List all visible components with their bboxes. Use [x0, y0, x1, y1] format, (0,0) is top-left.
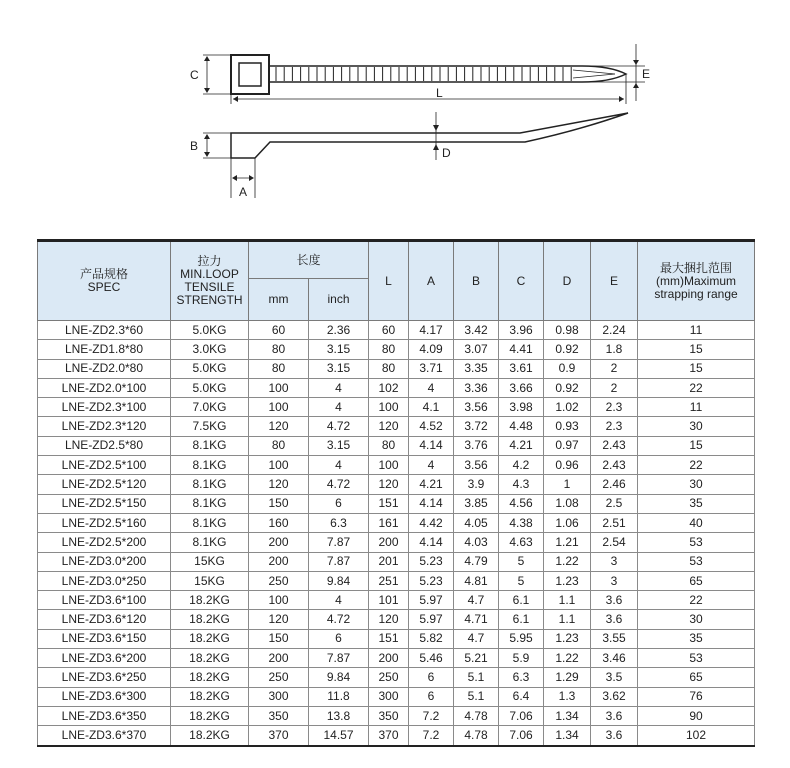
- cell-a: 6: [409, 668, 454, 687]
- table-row: [38, 706, 755, 725]
- cell-spec: LNE-ZD3.6*120: [38, 610, 171, 629]
- cell-length-inch: 3.15: [309, 359, 369, 378]
- cell-a: 5.46: [409, 649, 454, 668]
- cell-length-mm: 300: [249, 687, 309, 706]
- cell-e: 2.43: [591, 436, 638, 455]
- cell-d: 1.1: [544, 610, 591, 629]
- table-row: [38, 475, 755, 494]
- cell-a: 4.52: [409, 417, 454, 436]
- cell-tensile: 8.1KG: [171, 436, 249, 455]
- cell-d: 0.92: [544, 340, 591, 359]
- cell-c: 5: [499, 571, 544, 590]
- cell-length-inch: 4.72: [309, 417, 369, 436]
- cell-l: 60: [369, 321, 409, 340]
- cell-length-mm: 120: [249, 475, 309, 494]
- cell-length-inch: 6: [309, 494, 369, 513]
- cell-strapping-range: 22: [638, 378, 755, 397]
- cell-b: 5.1: [454, 687, 499, 706]
- cell-l: 151: [369, 494, 409, 513]
- label-b: B: [190, 139, 199, 153]
- cell-l: 200: [369, 533, 409, 552]
- cell-b: 3.9: [454, 475, 499, 494]
- cell-e: 2: [591, 359, 638, 378]
- cell-c: 3.98: [499, 398, 544, 417]
- cell-spec: LNE-ZD2.5*150: [38, 494, 171, 513]
- cell-spec: LNE-ZD2.0*80: [38, 359, 171, 378]
- cell-length-inch: 4: [309, 456, 369, 475]
- cell-length-mm: 200: [249, 649, 309, 668]
- cell-spec: LNE-ZD3.6*370: [38, 726, 171, 746]
- cell-strapping-range: 35: [638, 629, 755, 648]
- cell-d: 1.02: [544, 398, 591, 417]
- cell-strapping-range: 30: [638, 475, 755, 494]
- cell-l: 370: [369, 726, 409, 746]
- cell-strapping-range: 102: [638, 726, 755, 746]
- cell-spec: LNE-ZD2.5*200: [38, 533, 171, 552]
- cell-length-mm: 100: [249, 591, 309, 610]
- label-e: E: [642, 67, 651, 81]
- header-a: A: [409, 241, 454, 321]
- cell-strapping-range: 90: [638, 706, 755, 725]
- cell-tensile: 8.1KG: [171, 513, 249, 532]
- cell-spec: LNE-ZD2.5*120: [38, 475, 171, 494]
- cell-d: 0.92: [544, 378, 591, 397]
- cell-length-mm: 150: [249, 494, 309, 513]
- cell-spec: LNE-ZD3.6*350: [38, 706, 171, 725]
- cell-e: 3: [591, 571, 638, 590]
- header-tensile: 拉力 MIN.LOOP TENSILE STRENGTH: [171, 241, 249, 321]
- cell-a: 7.2: [409, 726, 454, 746]
- table-row: [38, 571, 755, 590]
- cell-a: 4.14: [409, 436, 454, 455]
- cell-c: 4.63: [499, 533, 544, 552]
- cell-b: 3.56: [454, 456, 499, 475]
- cell-d: 1.22: [544, 649, 591, 668]
- label-a: A: [239, 185, 248, 199]
- cell-b: 5.1: [454, 668, 499, 687]
- cell-c: 4.3: [499, 475, 544, 494]
- cell-b: 4.05: [454, 513, 499, 532]
- cell-length-inch: 7.87: [309, 649, 369, 668]
- cell-spec: LNE-ZD3.0*250: [38, 571, 171, 590]
- cell-l: 80: [369, 340, 409, 359]
- cell-length-inch: 13.8: [309, 706, 369, 725]
- cell-length-inch: 3.15: [309, 436, 369, 455]
- cell-a: 4.14: [409, 494, 454, 513]
- cell-b: 3.72: [454, 417, 499, 436]
- cell-length-mm: 350: [249, 706, 309, 725]
- cell-strapping-range: 15: [638, 340, 755, 359]
- cell-d: 1.29: [544, 668, 591, 687]
- table-row: [38, 436, 755, 455]
- table-row: [38, 533, 755, 552]
- cell-d: 0.96: [544, 456, 591, 475]
- cell-c: 4.2: [499, 456, 544, 475]
- table-row: [38, 610, 755, 629]
- cell-tensile: 18.2KG: [171, 629, 249, 648]
- cell-tensile: 18.2KG: [171, 726, 249, 746]
- cell-spec: LNE-ZD2.5*160: [38, 513, 171, 532]
- cell-length-inch: 3.15: [309, 340, 369, 359]
- label-d: D: [442, 146, 451, 160]
- cell-spec: LNE-ZD2.3*60: [38, 321, 171, 340]
- header-b: B: [454, 241, 499, 321]
- cell-c: 4.41: [499, 340, 544, 359]
- cell-tensile: 5.0KG: [171, 359, 249, 378]
- cell-b: 3.36: [454, 378, 499, 397]
- table-row: [38, 726, 755, 746]
- cell-a: 6: [409, 687, 454, 706]
- cell-l: 201: [369, 552, 409, 571]
- cell-e: 2.46: [591, 475, 638, 494]
- cell-e: 2.24: [591, 321, 638, 340]
- cell-c: 4.56: [499, 494, 544, 513]
- cell-length-mm: 250: [249, 668, 309, 687]
- cell-l: 120: [369, 475, 409, 494]
- cell-e: 2.51: [591, 513, 638, 532]
- cell-length-inch: 6.3: [309, 513, 369, 532]
- cell-c: 3.61: [499, 359, 544, 378]
- header-l: L: [369, 241, 409, 321]
- table-row: [38, 494, 755, 513]
- cell-spec: LNE-ZD2.3*120: [38, 417, 171, 436]
- cell-length-mm: 60: [249, 321, 309, 340]
- cell-e: 2.5: [591, 494, 638, 513]
- cell-b: 4.81: [454, 571, 499, 590]
- table-row: [38, 378, 755, 397]
- cell-strapping-range: 11: [638, 398, 755, 417]
- cell-strapping-range: 76: [638, 687, 755, 706]
- cell-d: 1.34: [544, 726, 591, 746]
- cell-d: 0.93: [544, 417, 591, 436]
- cell-a: 4.17: [409, 321, 454, 340]
- cell-length-mm: 80: [249, 436, 309, 455]
- cell-l: 250: [369, 668, 409, 687]
- cell-e: 2.3: [591, 398, 638, 417]
- header-c: C: [499, 241, 544, 321]
- cell-c: 3.96: [499, 321, 544, 340]
- table-row: [38, 513, 755, 532]
- cell-e: 3.55: [591, 629, 638, 648]
- cell-e: 2.43: [591, 456, 638, 475]
- cell-a: 5.97: [409, 591, 454, 610]
- cell-b: 3.35: [454, 359, 499, 378]
- cell-a: 4.1: [409, 398, 454, 417]
- table-row: [38, 398, 755, 417]
- cell-a: 4.21: [409, 475, 454, 494]
- cell-c: 4.48: [499, 417, 544, 436]
- cell-l: 100: [369, 398, 409, 417]
- cell-tensile: 7.5KG: [171, 417, 249, 436]
- cell-tensile: 18.2KG: [171, 591, 249, 610]
- cell-l: 161: [369, 513, 409, 532]
- cell-a: 4.09: [409, 340, 454, 359]
- cell-tensile: 8.1KG: [171, 533, 249, 552]
- cell-b: 5.21: [454, 649, 499, 668]
- cell-length-inch: 4: [309, 398, 369, 417]
- cell-l: 251: [369, 571, 409, 590]
- cell-spec: LNE-ZD3.0*200: [38, 552, 171, 571]
- cell-c: 5.95: [499, 629, 544, 648]
- cell-length-mm: 160: [249, 513, 309, 532]
- cell-b: 3.07: [454, 340, 499, 359]
- cell-e: 2.54: [591, 533, 638, 552]
- cell-c: 5.9: [499, 649, 544, 668]
- cable-tie-dimension-diagram: [0, 0, 790, 230]
- cell-length-inch: 4: [309, 378, 369, 397]
- cell-d: 0.9: [544, 359, 591, 378]
- cell-strapping-range: 30: [638, 417, 755, 436]
- cell-spec: LNE-ZD2.5*80: [38, 436, 171, 455]
- cell-l: 350: [369, 706, 409, 725]
- cell-spec: LNE-ZD3.6*200: [38, 649, 171, 668]
- table-row: [38, 321, 755, 340]
- cell-strapping-range: 15: [638, 436, 755, 455]
- cell-spec: LNE-ZD3.6*100: [38, 591, 171, 610]
- cell-c: 6.4: [499, 687, 544, 706]
- cell-strapping-range: 30: [638, 610, 755, 629]
- cell-length-mm: 100: [249, 456, 309, 475]
- cell-length-mm: 200: [249, 552, 309, 571]
- cell-tensile: 18.2KG: [171, 668, 249, 687]
- cell-strapping-range: 65: [638, 668, 755, 687]
- cell-d: 0.97: [544, 436, 591, 455]
- header-mm: mm: [249, 279, 309, 321]
- cell-spec: LNE-ZD3.6*300: [38, 687, 171, 706]
- table-row: [38, 340, 755, 359]
- cell-b: 3.56: [454, 398, 499, 417]
- table-row: [38, 649, 755, 668]
- cell-b: 4.71: [454, 610, 499, 629]
- cell-length-mm: 370: [249, 726, 309, 746]
- cell-spec: LNE-ZD3.6*250: [38, 668, 171, 687]
- cell-length-inch: 11.8: [309, 687, 369, 706]
- cell-l: 80: [369, 436, 409, 455]
- header-strapping-range: 最大捆扎范围 (mm)Maximum strapping range: [638, 241, 755, 321]
- table-row: [38, 417, 755, 436]
- header-length: 长度: [249, 241, 369, 279]
- cell-tensile: 15KG: [171, 571, 249, 590]
- cell-d: 1.23: [544, 571, 591, 590]
- cell-l: 120: [369, 610, 409, 629]
- cell-b: 3.85: [454, 494, 499, 513]
- cell-strapping-range: 11: [638, 321, 755, 340]
- cell-a: 5.23: [409, 571, 454, 590]
- cell-a: 4.14: [409, 533, 454, 552]
- cell-a: 5.23: [409, 552, 454, 571]
- cell-length-mm: 150: [249, 629, 309, 648]
- cell-a: 3.71: [409, 359, 454, 378]
- cell-e: 3.6: [591, 706, 638, 725]
- cell-l: 300: [369, 687, 409, 706]
- header-e: E: [591, 241, 638, 321]
- cell-strapping-range: 22: [638, 591, 755, 610]
- cell-e: 3.6: [591, 726, 638, 746]
- cell-c: 5: [499, 552, 544, 571]
- cell-l: 102: [369, 378, 409, 397]
- cell-e: 3.46: [591, 649, 638, 668]
- cell-tensile: 7.0KG: [171, 398, 249, 417]
- cell-d: 1.22: [544, 552, 591, 571]
- cell-length-mm: 80: [249, 340, 309, 359]
- tie-side-view: [231, 113, 628, 158]
- cell-length-mm: 100: [249, 398, 309, 417]
- cell-d: 1: [544, 475, 591, 494]
- cell-length-inch: 9.84: [309, 668, 369, 687]
- cell-l: 120: [369, 417, 409, 436]
- cell-tensile: 3.0KG: [171, 340, 249, 359]
- cell-length-mm: 120: [249, 610, 309, 629]
- table-row: [38, 456, 755, 475]
- label-l: L: [436, 86, 443, 100]
- cell-l: 101: [369, 591, 409, 610]
- header-spec: 产品规格 SPEC: [38, 241, 171, 321]
- tie-teeth: [276, 67, 571, 81]
- spec-table: [37, 239, 755, 747]
- cell-c: 4.21: [499, 436, 544, 455]
- cell-e: 3.6: [591, 591, 638, 610]
- cell-c: 6.3: [499, 668, 544, 687]
- cell-d: 1.23: [544, 629, 591, 648]
- cell-length-inch: 2.36: [309, 321, 369, 340]
- cell-l: 100: [369, 456, 409, 475]
- cell-e: 2.3: [591, 417, 638, 436]
- header-d: D: [544, 241, 591, 321]
- cell-d: 0.98: [544, 321, 591, 340]
- cell-e: 3.62: [591, 687, 638, 706]
- tie-head-top-view: [231, 55, 269, 94]
- cell-d: 1.3: [544, 687, 591, 706]
- tie-strap-top-view: [269, 66, 626, 82]
- cell-strapping-range: 35: [638, 494, 755, 513]
- cell-spec: LNE-ZD2.0*100: [38, 378, 171, 397]
- cell-c: 3.66: [499, 378, 544, 397]
- cell-tensile: 18.2KG: [171, 610, 249, 629]
- table-row: [38, 687, 755, 706]
- cell-e: 3.6: [591, 610, 638, 629]
- header-inch: inch: [309, 279, 369, 321]
- cell-l: 80: [369, 359, 409, 378]
- cell-length-mm: 120: [249, 417, 309, 436]
- cell-strapping-range: 15: [638, 359, 755, 378]
- cell-length-inch: 4.72: [309, 610, 369, 629]
- cell-length-inch: 4: [309, 591, 369, 610]
- cell-length-inch: 6: [309, 629, 369, 648]
- cell-a: 4.42: [409, 513, 454, 532]
- cell-e: 3.5: [591, 668, 638, 687]
- cell-a: 5.97: [409, 610, 454, 629]
- cell-a: 7.2: [409, 706, 454, 725]
- cell-tensile: 5.0KG: [171, 321, 249, 340]
- cell-length-mm: 100: [249, 378, 309, 397]
- cell-b: 4.78: [454, 706, 499, 725]
- cell-b: 3.42: [454, 321, 499, 340]
- cell-spec: LNE-ZD2.5*100: [38, 456, 171, 475]
- cell-b: 4.79: [454, 552, 499, 571]
- cell-strapping-range: 22: [638, 456, 755, 475]
- cell-d: 1.08: [544, 494, 591, 513]
- cell-c: 7.06: [499, 706, 544, 725]
- table-row: [38, 629, 755, 648]
- cell-length-mm: 80: [249, 359, 309, 378]
- cell-l: 151: [369, 629, 409, 648]
- cell-tensile: 8.1KG: [171, 494, 249, 513]
- cell-length-mm: 200: [249, 533, 309, 552]
- cell-length-inch: 7.87: [309, 552, 369, 571]
- cell-b: 4.78: [454, 726, 499, 746]
- table-row: [38, 359, 755, 378]
- table-row: [38, 552, 755, 571]
- cell-b: 3.76: [454, 436, 499, 455]
- cell-strapping-range: 53: [638, 649, 755, 668]
- cell-d: 1.21: [544, 533, 591, 552]
- cell-spec: LNE-ZD3.6*150: [38, 629, 171, 648]
- cell-length-inch: 7.87: [309, 533, 369, 552]
- cell-c: 4.38: [499, 513, 544, 532]
- cell-c: 7.06: [499, 726, 544, 746]
- cell-length-inch: 4.72: [309, 475, 369, 494]
- cell-tensile: 18.2KG: [171, 706, 249, 725]
- cell-b: 4.7: [454, 591, 499, 610]
- cell-a: 4: [409, 456, 454, 475]
- cell-a: 5.82: [409, 629, 454, 648]
- cell-l: 200: [369, 649, 409, 668]
- table-row: [38, 591, 755, 610]
- cell-spec: LNE-ZD1.8*80: [38, 340, 171, 359]
- cell-tensile: 18.2KG: [171, 687, 249, 706]
- cell-length-inch: 14.57: [309, 726, 369, 746]
- cell-c: 6.1: [499, 591, 544, 610]
- cell-strapping-range: 65: [638, 571, 755, 590]
- cell-strapping-range: 53: [638, 533, 755, 552]
- cell-e: 1.8: [591, 340, 638, 359]
- cell-c: 6.1: [499, 610, 544, 629]
- cell-d: 1.06: [544, 513, 591, 532]
- cell-e: 3: [591, 552, 638, 571]
- cell-tensile: 8.1KG: [171, 475, 249, 494]
- cell-b: 4.7: [454, 629, 499, 648]
- cell-a: 4: [409, 378, 454, 397]
- cell-length-inch: 9.84: [309, 571, 369, 590]
- cell-length-mm: 250: [249, 571, 309, 590]
- table-row: [38, 668, 755, 687]
- cell-d: 1.1: [544, 591, 591, 610]
- cell-tensile: 18.2KG: [171, 649, 249, 668]
- cell-tensile: 5.0KG: [171, 378, 249, 397]
- cell-d: 1.34: [544, 706, 591, 725]
- cell-spec: LNE-ZD2.3*100: [38, 398, 171, 417]
- label-c: C: [190, 68, 199, 82]
- cell-b: 4.03: [454, 533, 499, 552]
- cell-tensile: 15KG: [171, 552, 249, 571]
- cell-strapping-range: 53: [638, 552, 755, 571]
- cell-strapping-range: 40: [638, 513, 755, 532]
- cell-tensile: 8.1KG: [171, 456, 249, 475]
- tie-head-slot: [239, 63, 261, 86]
- cell-e: 2: [591, 378, 638, 397]
